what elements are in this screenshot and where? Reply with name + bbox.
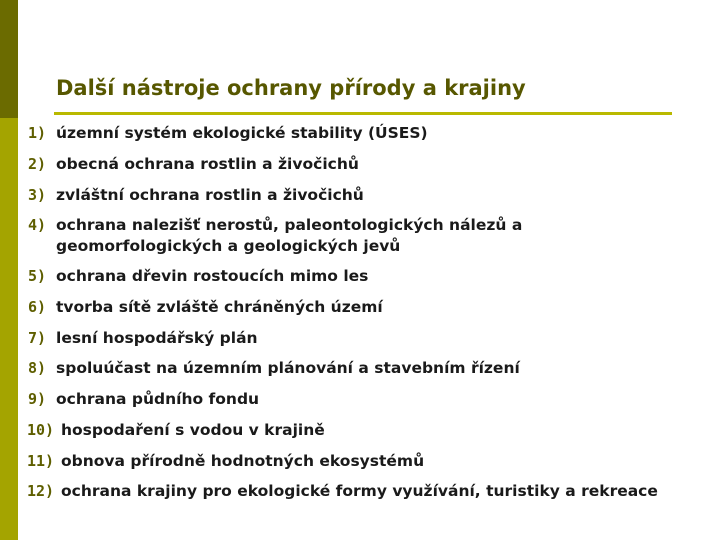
list-item — [28, 185, 364, 206]
list-item — [28, 358, 520, 379]
list-item — [28, 123, 428, 144]
item-text-continued: geomorfologických a geologických jevů — [56, 237, 401, 255]
item-text: zvláštní ochrana rostlin a živočichů — [56, 186, 364, 204]
item-number: 1) — [28, 124, 47, 142]
item-text: územní systém ekologické stability (ÚSES) — [56, 124, 428, 142]
item-number: 8) — [28, 359, 47, 377]
side-accent-bar-top — [0, 0, 18, 118]
item-text: tvorba sítě zvláště chráněných území — [56, 298, 383, 316]
title-underline — [54, 112, 672, 115]
item-number: 9) — [28, 390, 47, 408]
item-number: 6) — [28, 298, 47, 316]
list-item — [28, 297, 383, 318]
item-number: 12) — [27, 482, 55, 500]
item-number: 10) — [27, 421, 55, 439]
item-number: 7) — [28, 329, 47, 347]
list-item — [28, 451, 424, 472]
list-item — [28, 154, 359, 175]
list-item — [28, 481, 658, 502]
item-text: ochrana krajiny pro ekologické formy využívání, turistiky a rekreace — [61, 482, 658, 500]
slide-title: Další nástroje ochrany přírody a krajiny — [56, 76, 526, 100]
item-text: obecná ochrana rostlin a živočichů — [56, 155, 359, 173]
list-item — [28, 215, 522, 257]
item-text: spoluúčast na územním plánování a stavebním řízení — [56, 359, 520, 377]
item-text: ochrana nalezišť nerostů, paleontologických nálezů a — [56, 216, 523, 234]
item-text: ochrana půdního fondu — [56, 390, 260, 408]
item-text: hospodaření s vodou v krajině — [61, 421, 325, 439]
item-number: 2) — [28, 155, 47, 173]
item-text: obnova přírodně hodnotných ekosystémů — [61, 452, 425, 470]
list-item — [28, 266, 368, 287]
list-item — [28, 420, 325, 441]
item-number: 5) — [28, 267, 47, 285]
item-text: ochrana dřevin rostoucích mimo les — [56, 267, 369, 285]
list-item — [28, 328, 258, 349]
item-number: 3) — [28, 186, 47, 204]
item-number: 4) — [28, 216, 47, 234]
list-item — [28, 389, 259, 410]
item-number: 11) — [27, 452, 55, 470]
item-text: lesní hospodářský plán — [56, 329, 258, 347]
